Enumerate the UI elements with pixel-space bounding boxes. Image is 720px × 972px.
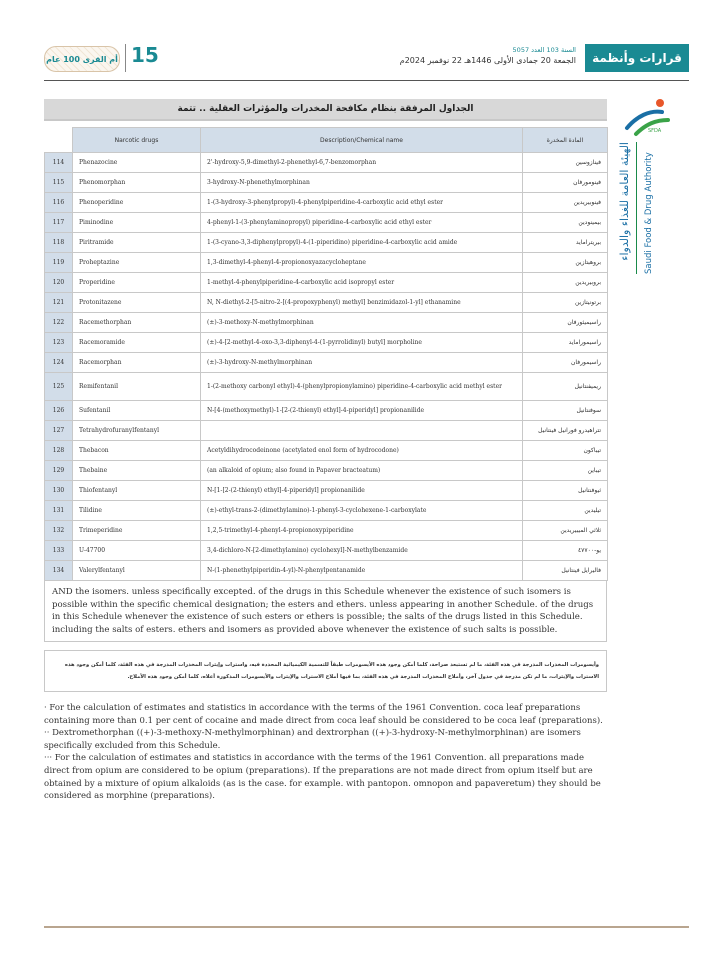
- table-row: [45, 273, 608, 293]
- drug-description: 1-(3-hydroxy-3-phenylpropyl)-4-phenylpiperidine-4-carboxylic acid ethyl ester: [201, 193, 523, 213]
- row-number: 124: [45, 353, 73, 373]
- table-row: [45, 173, 608, 193]
- section-badge: قرارات وأنظمة: [585, 44, 689, 72]
- table-row: [45, 153, 608, 173]
- table-row: [45, 233, 608, 253]
- row-number: 133: [45, 541, 73, 561]
- drug-name: U-47700: [73, 541, 201, 561]
- drug-description: (±)-3-hydroxy-N-methylmorphinan: [201, 353, 523, 373]
- table-row: [45, 541, 608, 561]
- row-number: 126: [45, 401, 73, 421]
- row-number: 121: [45, 293, 73, 313]
- drug-description: (±)-ethyl-trans-2-(dimethylamino)-1-phenyl-3-cyclohexene-1-carboxylate: [201, 501, 523, 521]
- drug-name: Phenoperidine: [73, 193, 201, 213]
- drug-description: N, N-diethyl-2-[5-nitro-2-[(4-propoxyphenyl) methyl] benzimidazol-1-yl] ethanamine: [201, 293, 523, 313]
- drug-description: 1-(3-cyano-3,3-diphenylpropyl)-4-(1-piperidino) piperidine-4-carboxylic acid amide: [201, 233, 523, 253]
- row-number: 123: [45, 333, 73, 353]
- drug-arabic-name: تيباين: [523, 461, 608, 481]
- drug-name: Piminodine: [73, 213, 201, 233]
- drug-arabic-name: بيريترامايد: [523, 233, 608, 253]
- drug-name: Thebacon: [73, 441, 201, 461]
- drug-name: Proheptazine: [73, 253, 201, 273]
- drug-arabic-name: راسيمورفان: [523, 353, 608, 373]
- drug-arabic-name: سوفنتانيل: [523, 401, 608, 421]
- row-number: 118: [45, 233, 73, 253]
- row-number: 122: [45, 313, 73, 333]
- sfda-abbr: SFDA: [648, 128, 662, 134]
- drug-name: Properidine: [73, 273, 201, 293]
- drug-description: 3,4-dichloro-N-[2-dimethylamino) cyclohexyl]-N-methylbenzamide: [201, 541, 523, 561]
- drug-description: [201, 421, 523, 441]
- table-row: [45, 333, 608, 353]
- header-desc: Description/Chemical name: [201, 128, 523, 153]
- drug-name: Valerylfentanyl: [73, 561, 201, 581]
- header-num-blank: [45, 128, 73, 153]
- table-row: [45, 213, 608, 233]
- drug-description: (an alkaloid of opium; also found in Papaver bracteatum): [201, 461, 523, 481]
- drug-description: N-[1-[2-(2-thienyl) ethyl]-4-piperidyl] propionanilide: [201, 481, 523, 501]
- row-number: 115: [45, 173, 73, 193]
- table-row: [45, 441, 608, 461]
- sfda-arabic-column: [616, 142, 634, 274]
- drug-arabic-name: تيباكون: [523, 441, 608, 461]
- sfda-english-name: Saudi Food & Drug Authority: [644, 152, 654, 274]
- drug-arabic-name: راسيمورامايد: [523, 333, 608, 353]
- drug-name: Thiofentanyl: [73, 481, 201, 501]
- drug-name: Tilidine: [73, 501, 201, 521]
- schedule-title: الجداول المرفقة بنظام مكافحة المخدرات والمؤثرات العقلية .. تتمة: [44, 99, 607, 121]
- drug-arabic-name: بيمينودين: [523, 213, 608, 233]
- row-number: 120: [45, 273, 73, 293]
- drug-name: Piritramide: [73, 233, 201, 253]
- drug-description: 1-methyl-4-phenylpiperidine-4-carboxylic acid isopropyl ester: [201, 273, 523, 293]
- main-content: [44, 99, 607, 803]
- drug-arabic-name: فينازوسين: [523, 153, 608, 173]
- row-number: 127: [45, 421, 73, 441]
- drug-description: (±)-3-methoxy-N-methylmorphinan: [201, 313, 523, 333]
- drug-name: Sufentanil: [73, 401, 201, 421]
- drug-description: (±)-4-[2-methyl-4-oxo-3,3-diphenyl-4-(1-pyrrolidinyl) butyl] morpholine: [201, 333, 523, 353]
- drug-arabic-name: راسيميثورفان: [523, 313, 608, 333]
- issue-date: الجمعة 20 جمادى الأولى 1446هـ 22 نوفمبر 2024م: [399, 56, 576, 65]
- footnote-1: · For the calculation of estimates and statistics in accordance with the terms of the 1961 Convention. coca leaf preparations containing more than 0.1 per cent of cocaine and made direct from coca leaf should be considered to be coca leaf (preparations).: [44, 703, 603, 726]
- header-divider: [125, 44, 126, 72]
- drug-description: 1,2,5-trimethyl-4-phenyl-4-propionoxypiperidine: [201, 521, 523, 541]
- table-row: [45, 501, 608, 521]
- row-number: 129: [45, 461, 73, 481]
- drug-description: 3-hydroxy-N-phenethylmorphinan: [201, 173, 523, 193]
- isomers-note-english: AND the isomers. unless specifically excepted. of the drugs in this Schedule whenever the existence of such isomers is possible within the specific chemical designation; the esters and ethers. unless appearing in another Schedule. of the drugs in this Schedule whenever the existence of such esters or ethers is possible; the salts of the drugs listed in this Schedule. including the salts of esters. ethers and isomers as provided above whenever the existence of such salts is possible.: [44, 581, 607, 642]
- narcotic-drugs-table: [44, 127, 608, 581]
- newspaper-logo-text: أم القرى 100 عام: [46, 54, 118, 64]
- row-number: 117: [45, 213, 73, 233]
- row-number: 131: [45, 501, 73, 521]
- row-number: 114: [45, 153, 73, 173]
- drug-arabic-name: تتراهيدرو فورانيل فينتانيل: [523, 421, 608, 441]
- drug-arabic-name: برتونيتازين: [523, 293, 608, 313]
- table-row: [45, 313, 608, 333]
- header-name: Narcotic drugs: [73, 128, 201, 153]
- drug-arabic-name: تيليدين: [523, 501, 608, 521]
- drug-description: Acetyldihydrocodeinone (acetylated enol form of hydrocodone): [201, 441, 523, 461]
- table-row: [45, 293, 608, 313]
- drug-description: N-[4-(methoxymethyl)-1-[2-(2-thienyl) ethyl]-4-piperidyl] propionanilide: [201, 401, 523, 421]
- table-row: [45, 353, 608, 373]
- table-row: [45, 421, 608, 441]
- drug-description: 2'-hydroxy-5,9-dimethyl-2-phenethyl-6,7-benzomorphan: [201, 153, 523, 173]
- drug-arabic-name: ثيوفنتانيل: [523, 481, 608, 501]
- isomers-note-arabic-text: وأيسومرات المخدرات المدرجة في هذه الفئة، ما لم تستبعد صراحة، كلما أمكن وجود هذه الأيسومرات طبقاً للتسمية الكيميائية المحددة فيه، واسترات وإيثرات المخدرات المدرجة في هذه الفئة، كلما أمكن وجود هذه الاسترات والإيثرات، ما لم تكن مدرجة في جدول آخر، وأملاح المخدرات المدرجة في هذه الفئة، بما فيها أملاح الاسترات والإيثرات والأيسومرات المذكورة أعلاه، كلما أمكن وجود هذه الأملاح.: [64, 662, 599, 680]
- row-number: 119: [45, 253, 73, 273]
- drug-arabic-name: فينومورفان: [523, 173, 608, 193]
- table-row: [45, 561, 608, 581]
- table-row: [45, 461, 608, 481]
- drug-arabic-name: يو-٤٧٧٠٠: [523, 541, 608, 561]
- table-body: [45, 153, 608, 581]
- drug-name: Thebaine: [73, 461, 201, 481]
- row-number: 132: [45, 521, 73, 541]
- drug-arabic-name: ريميفنتانيل: [523, 373, 608, 401]
- bottom-rule: [44, 926, 689, 928]
- table-row: [45, 521, 608, 541]
- row-number: 130: [45, 481, 73, 501]
- sfda-mark-icon: [622, 98, 672, 138]
- drug-description: 1,3-dimethyl-4-phenyl-4-propionoxyazacycloheptane: [201, 253, 523, 273]
- drug-name: Trimeperidine: [73, 521, 201, 541]
- drug-description: 4-phenyl-1-(3-phenylaminopropyl) piperidine-4-carboxylic acid ethyl ester: [201, 213, 523, 233]
- drug-name: Phenazocine: [73, 153, 201, 173]
- drug-name: Racemoramide: [73, 333, 201, 353]
- row-number: 116: [45, 193, 73, 213]
- table-header-row: [45, 128, 608, 153]
- drug-arabic-name: ثلاثي الميبيريدين: [523, 521, 608, 541]
- row-number: 128: [45, 441, 73, 461]
- header-arabic: المادة المخدرة: [523, 128, 608, 153]
- sfda-english-column: [640, 142, 658, 274]
- sfda-logo: [614, 98, 694, 278]
- row-number: 134: [45, 561, 73, 581]
- row-number: 125: [45, 373, 73, 401]
- drug-name: Protonitazene: [73, 293, 201, 313]
- sfda-arabic-name: الهيئة العامة للغذاء والدواء: [618, 142, 631, 261]
- footnotes: [44, 702, 609, 803]
- page-header: [44, 40, 689, 81]
- table-row: [45, 373, 608, 401]
- drug-description: N-(1-phenethylpiperidin-4-yl)-N-phenylpentanamide: [201, 561, 523, 581]
- issue-number: السنة 103 العدد 5057: [512, 46, 576, 54]
- table-row: [45, 401, 608, 421]
- drug-arabic-name: بروهبتازين: [523, 253, 608, 273]
- drug-name: Tetrahydrofuranylfentanyl: [73, 421, 201, 441]
- page-number: 15: [131, 43, 159, 67]
- drug-name: Racemethorphan: [73, 313, 201, 333]
- drug-name: Phenomorphan: [73, 173, 201, 193]
- drug-name: Remifentanil: [73, 373, 201, 401]
- drug-arabic-name: بروبيريدين: [523, 273, 608, 293]
- footnote-3: ··· For the calculation of estimates and statistics in accordance with the terms of the 1961 Convention. all preparations made direct from opium are considered to be opium (preparations). If the preparations are not made direct from opium itself but are obtained by a mixture of opium alkaloids (as is the case. for example. with pantopon. omnopon and papaveretum) they should be considered as morphine (preparations).: [44, 753, 601, 802]
- isomers-note-arabic: [44, 650, 607, 692]
- drug-arabic-name: فاليرايل فينتانيل: [523, 561, 608, 581]
- drug-description: 1-(2-methoxy carbonyl ethyl)-4-(phenylpropionylamino) piperidine-4-carboxylic acid methyl ester: [201, 373, 523, 401]
- table-row: [45, 193, 608, 213]
- table-row: [45, 481, 608, 501]
- drug-arabic-name: فينوبيريدين: [523, 193, 608, 213]
- drug-name: Racemorphan: [73, 353, 201, 373]
- issue-info: [400, 46, 576, 67]
- table-row: [45, 253, 608, 273]
- footnote-2: ·· Dextromethorphan ((+)-3-methoxy-N-methylmorphinan) and dextrorphan ((+)-3-hydroxy-N-methylmorphinan) are isomers specifically excluded from this Schedule.: [44, 728, 581, 751]
- sfda-separator: [636, 142, 637, 274]
- umm-al-qura-logo: [44, 46, 120, 72]
